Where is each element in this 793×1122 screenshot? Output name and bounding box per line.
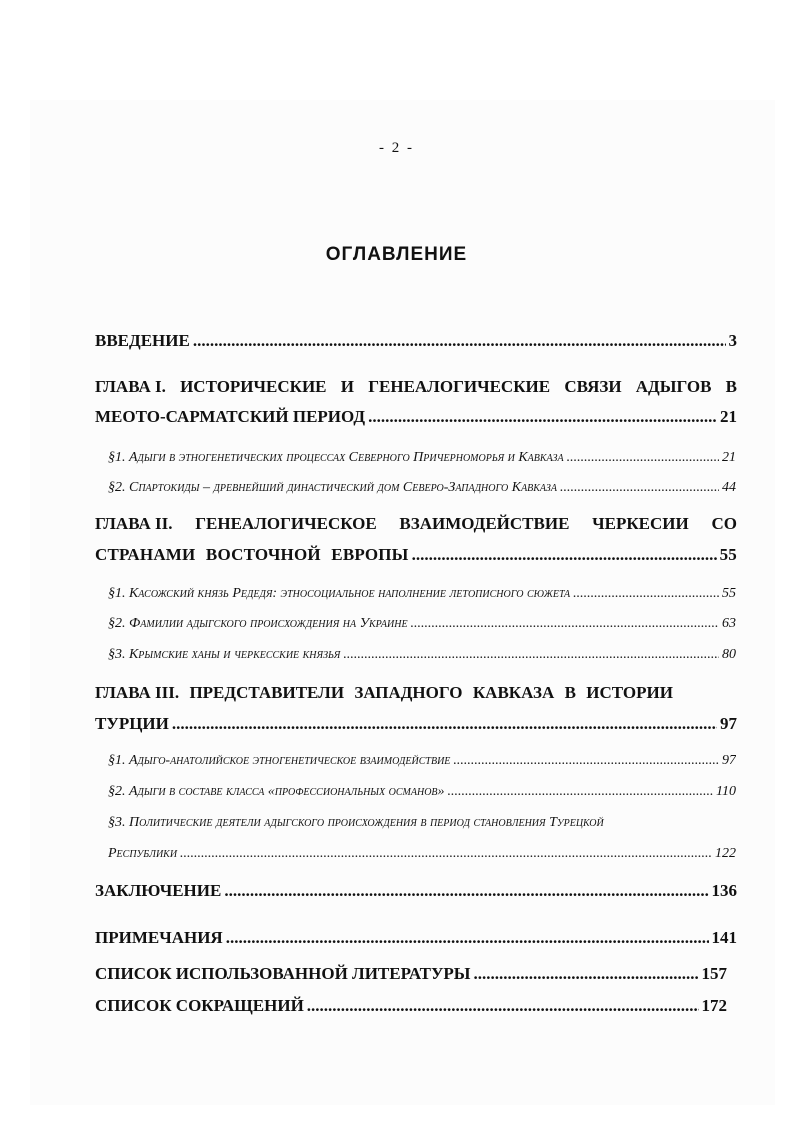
word: ВЗАИМОДЕЙСТВИЕ	[399, 514, 570, 533]
dot-leader	[307, 996, 699, 1016]
section-label: §1. Касожский князь Редедя: этносоциальное наполнение летописного сюжета	[108, 586, 571, 601]
toc-section-3-3[interactable]	[108, 846, 736, 862]
toc-section-3-2[interactable]	[108, 784, 736, 800]
chapter3-title-line1[interactable]	[95, 683, 673, 703]
toc-section-1-1[interactable]	[108, 450, 736, 466]
entry-page: 3	[728, 331, 737, 350]
dot-leader	[567, 450, 719, 466]
entry-page: 141	[711, 928, 737, 947]
toc-entry-abbreviations[interactable]	[95, 996, 727, 1016]
section-page: 55	[722, 586, 736, 601]
dot-leader	[448, 784, 714, 800]
word: И	[340, 377, 354, 396]
entry-page: 97	[720, 714, 737, 733]
dot-leader	[224, 881, 708, 901]
entry-page: 21	[720, 407, 737, 426]
section-label: §2. Фамилии адыгского происхождения на Украине	[108, 616, 408, 631]
word: ГЕНЕАЛОГИЧЕСКОЕ	[195, 514, 377, 533]
dot-leader	[560, 480, 719, 496]
chapter1-title-line1[interactable]	[95, 377, 737, 397]
section-page: 110	[716, 784, 736, 799]
toc-section-2-2[interactable]	[108, 616, 736, 632]
entry-page: 55	[719, 545, 737, 564]
dot-leader	[453, 753, 719, 769]
page-number: - 2 -	[379, 140, 414, 156]
word: ПРЕДСТАВИТЕЛИ	[189, 683, 345, 702]
entry-page: 172	[701, 996, 727, 1015]
section-label: §3. Крымские ханы и черкесские князья	[108, 647, 341, 662]
word: ЗАПАДНОГО	[354, 683, 463, 702]
dot-leader	[172, 714, 717, 734]
dot-leader	[573, 586, 719, 602]
entry-label: ВВЕДЕНИЕ	[95, 331, 190, 350]
toc-section-2-3[interactable]	[108, 647, 736, 663]
word: КАВКАЗА	[472, 683, 555, 702]
toc-entry-chapter2[interactable]	[95, 545, 737, 565]
entry-page: 157	[701, 964, 727, 983]
dot-leader	[411, 616, 719, 632]
section-label: §1. Адыги в этногенетических процессах Северного Причерноморья и Кавказа	[108, 450, 564, 465]
entry-label: СТРАНАМИ ВОСТОЧНОЙ ЕВРОПЫ	[95, 545, 409, 564]
dot-leader	[226, 928, 709, 948]
section-label: Республики	[108, 846, 178, 861]
section-page: 122	[715, 846, 736, 861]
toc-entry-chapter1[interactable]	[95, 407, 737, 427]
word: В	[564, 683, 576, 702]
toc-entry-intro[interactable]	[95, 331, 737, 351]
word: ИСТОРИИ	[586, 683, 673, 702]
word: ИСТОРИЧЕСКИЕ	[180, 377, 327, 396]
word: ГЛАВА III.	[95, 683, 180, 702]
section-page: 63	[722, 616, 736, 631]
entry-label: ТУРЦИИ	[95, 714, 169, 733]
toc-title: ОГЛАВЛЕНИЕ	[325, 244, 468, 265]
entry-page: 136	[711, 881, 737, 900]
section-label: §1. Адыго-анатолийское этногенетическое взаимодействие	[108, 753, 451, 768]
section-page: 80	[722, 647, 736, 662]
dot-leader	[368, 407, 717, 427]
entry-label: ПРИМЕЧАНИЯ	[95, 928, 223, 947]
word: ГЛАВА I.	[95, 377, 166, 396]
dot-leader	[412, 545, 717, 565]
word: АДЫГОВ	[635, 377, 712, 396]
toc-entry-chapter3[interactable]	[95, 714, 737, 734]
word: В	[725, 377, 737, 396]
entry-label: СПИСОК ИСПОЛЬЗОВАННОЙ ЛИТЕРАТУРЫ	[95, 964, 471, 983]
toc-section-1-2[interactable]	[108, 480, 736, 496]
section-label: §2. Адыги в составе класса «профессиональных османов»	[108, 784, 445, 799]
section-page: 97	[722, 753, 736, 768]
section-page: 44	[722, 480, 736, 495]
chapter2-title-line1[interactable]	[95, 514, 737, 534]
entry-label: МЕОТО-САРМАТСКИЙ ПЕРИОД	[95, 407, 366, 426]
dot-leader	[343, 647, 719, 663]
word: СВЯЗИ	[564, 377, 622, 396]
toc-section-3-1[interactable]	[108, 753, 736, 769]
word: СО	[711, 514, 737, 533]
toc-entry-bibliography[interactable]	[95, 964, 727, 984]
entry-label: СПИСОК СОКРАЩЕНИЙ	[95, 996, 304, 1015]
toc-entry-notes[interactable]	[95, 928, 737, 948]
section-label: §2. Спартокиды – древнейший династический дом Северо-Западного Кавказа	[108, 480, 557, 495]
word: ГЕНЕАЛОГИЧЕСКИЕ	[368, 377, 551, 396]
toc-section-3-3-line1[interactable]: §3. Политические деятели адыгского происхождения в период становления Турецкой	[108, 815, 604, 830]
dot-leader	[474, 964, 699, 984]
dot-leader	[193, 331, 726, 351]
dot-leader	[180, 846, 712, 862]
word: ГЛАВА II.	[95, 514, 173, 533]
toc-entry-conclusion[interactable]	[95, 881, 737, 901]
word: ЧЕРКЕСИИ	[592, 514, 689, 533]
section-page: 21	[722, 450, 736, 465]
toc-section-2-1[interactable]	[108, 586, 736, 602]
entry-label: ЗАКЛЮЧЕНИЕ	[95, 881, 222, 900]
